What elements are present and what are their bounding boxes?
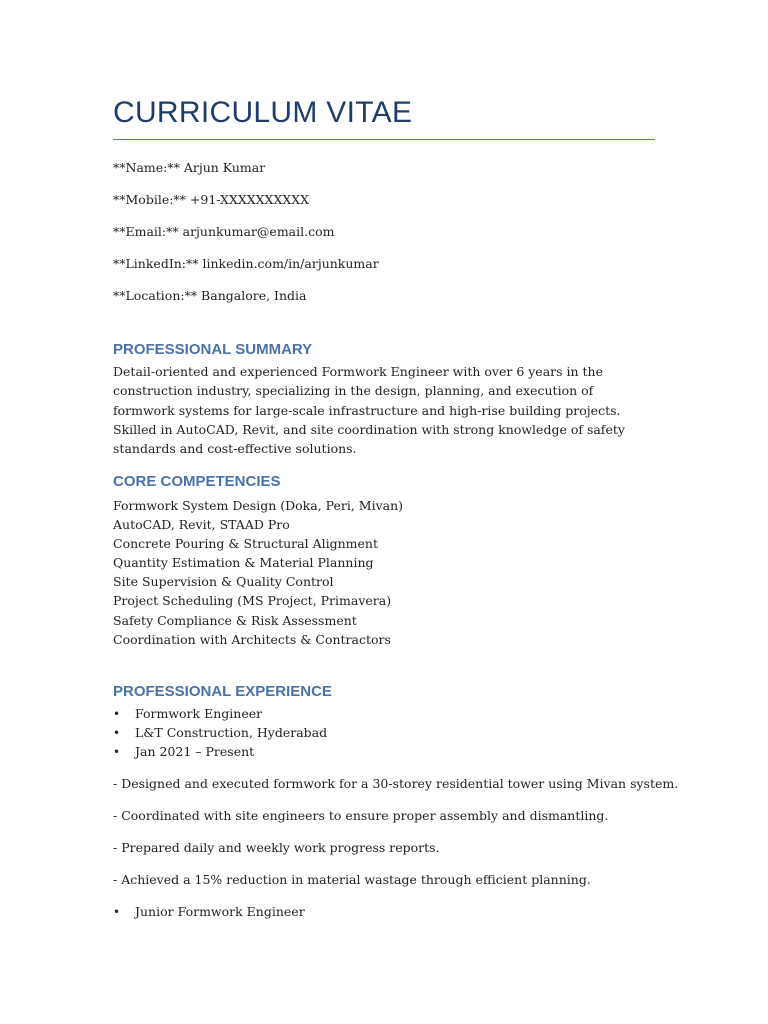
title-underline [113,139,655,140]
job1-detail: - Coordinated with site engineers to ensure proper assembly and dismantling. [113,808,609,823]
summary-heading: PROFESSIONAL SUMMARY [113,341,313,358]
job1-dates: Jan 2021 – Present [135,744,255,759]
contact-name: **Name:** Arjun Kumar [113,160,266,175]
job1-dates-row [113,744,254,760]
job1-company-row [113,725,327,741]
job1-detail: - Prepared daily and weekly work progress reports. [113,840,440,855]
bullet-icon: • [113,726,121,740]
bullet-icon: • [113,745,121,759]
summary-text: Detail-oriented and experienced Formwork Engineer with over 6 years in the construction industry, specializing in the design, planning, and execution of formwork systems for large-scale infrastructure and high-rise building projects. Skilled in AutoCAD, Revit, and site coordination with strong knowledge of safety standards and cost-effective solutions. [113,364,625,457]
job1-company: L&T Construction, Hyderabad [135,725,328,740]
list-item: Coordination with Architects & Contractors [113,631,391,647]
job1-title-row [113,706,262,722]
bullet-icon: • [113,707,121,721]
list-item: Project Scheduling (MS Project, Primavera) [113,593,392,609]
list-item: Site Supervision & Quality Control [113,574,334,590]
bullet-icon: • [113,905,121,919]
contact-mobile: **Mobile:** +91-XXXXXXXXXX [113,192,310,207]
competencies-list [113,496,403,649]
list-item: Safety Compliance & Risk Assessment [113,612,357,628]
list-item: Quantity Estimation & Material Planning [113,555,374,571]
job1-title: Formwork Engineer [135,706,263,721]
experience-heading: PROFESSIONAL EXPERIENCE [113,683,332,700]
list-item: AutoCAD, Revit, STAAD Pro [113,517,290,533]
contact-linkedin: **LinkedIn:** linkedin.com/in/arjunkumar [113,256,379,271]
job2-title-row [113,904,305,920]
contact-email: **Email:** arjunkumar@email.com [113,224,335,239]
job1-detail: - Achieved a 15% reduction in material wastage through efficient planning. [113,872,591,887]
list-item: Formwork System Design (Doka, Peri, Mivan) [113,498,404,513]
document-title: CURRICULUM VITAE [113,96,413,129]
job1-detail: - Designed and executed formwork for a 30-storey residential tower using Mivan system. [113,776,679,791]
job2-title: Junior Formwork Engineer [135,904,305,919]
list-item: Concrete Pouring & Structural Alignment [113,536,378,552]
contact-location: **Location:** Bangalore, India [113,288,307,303]
competencies-heading: CORE COMPETENCIES [113,473,281,490]
